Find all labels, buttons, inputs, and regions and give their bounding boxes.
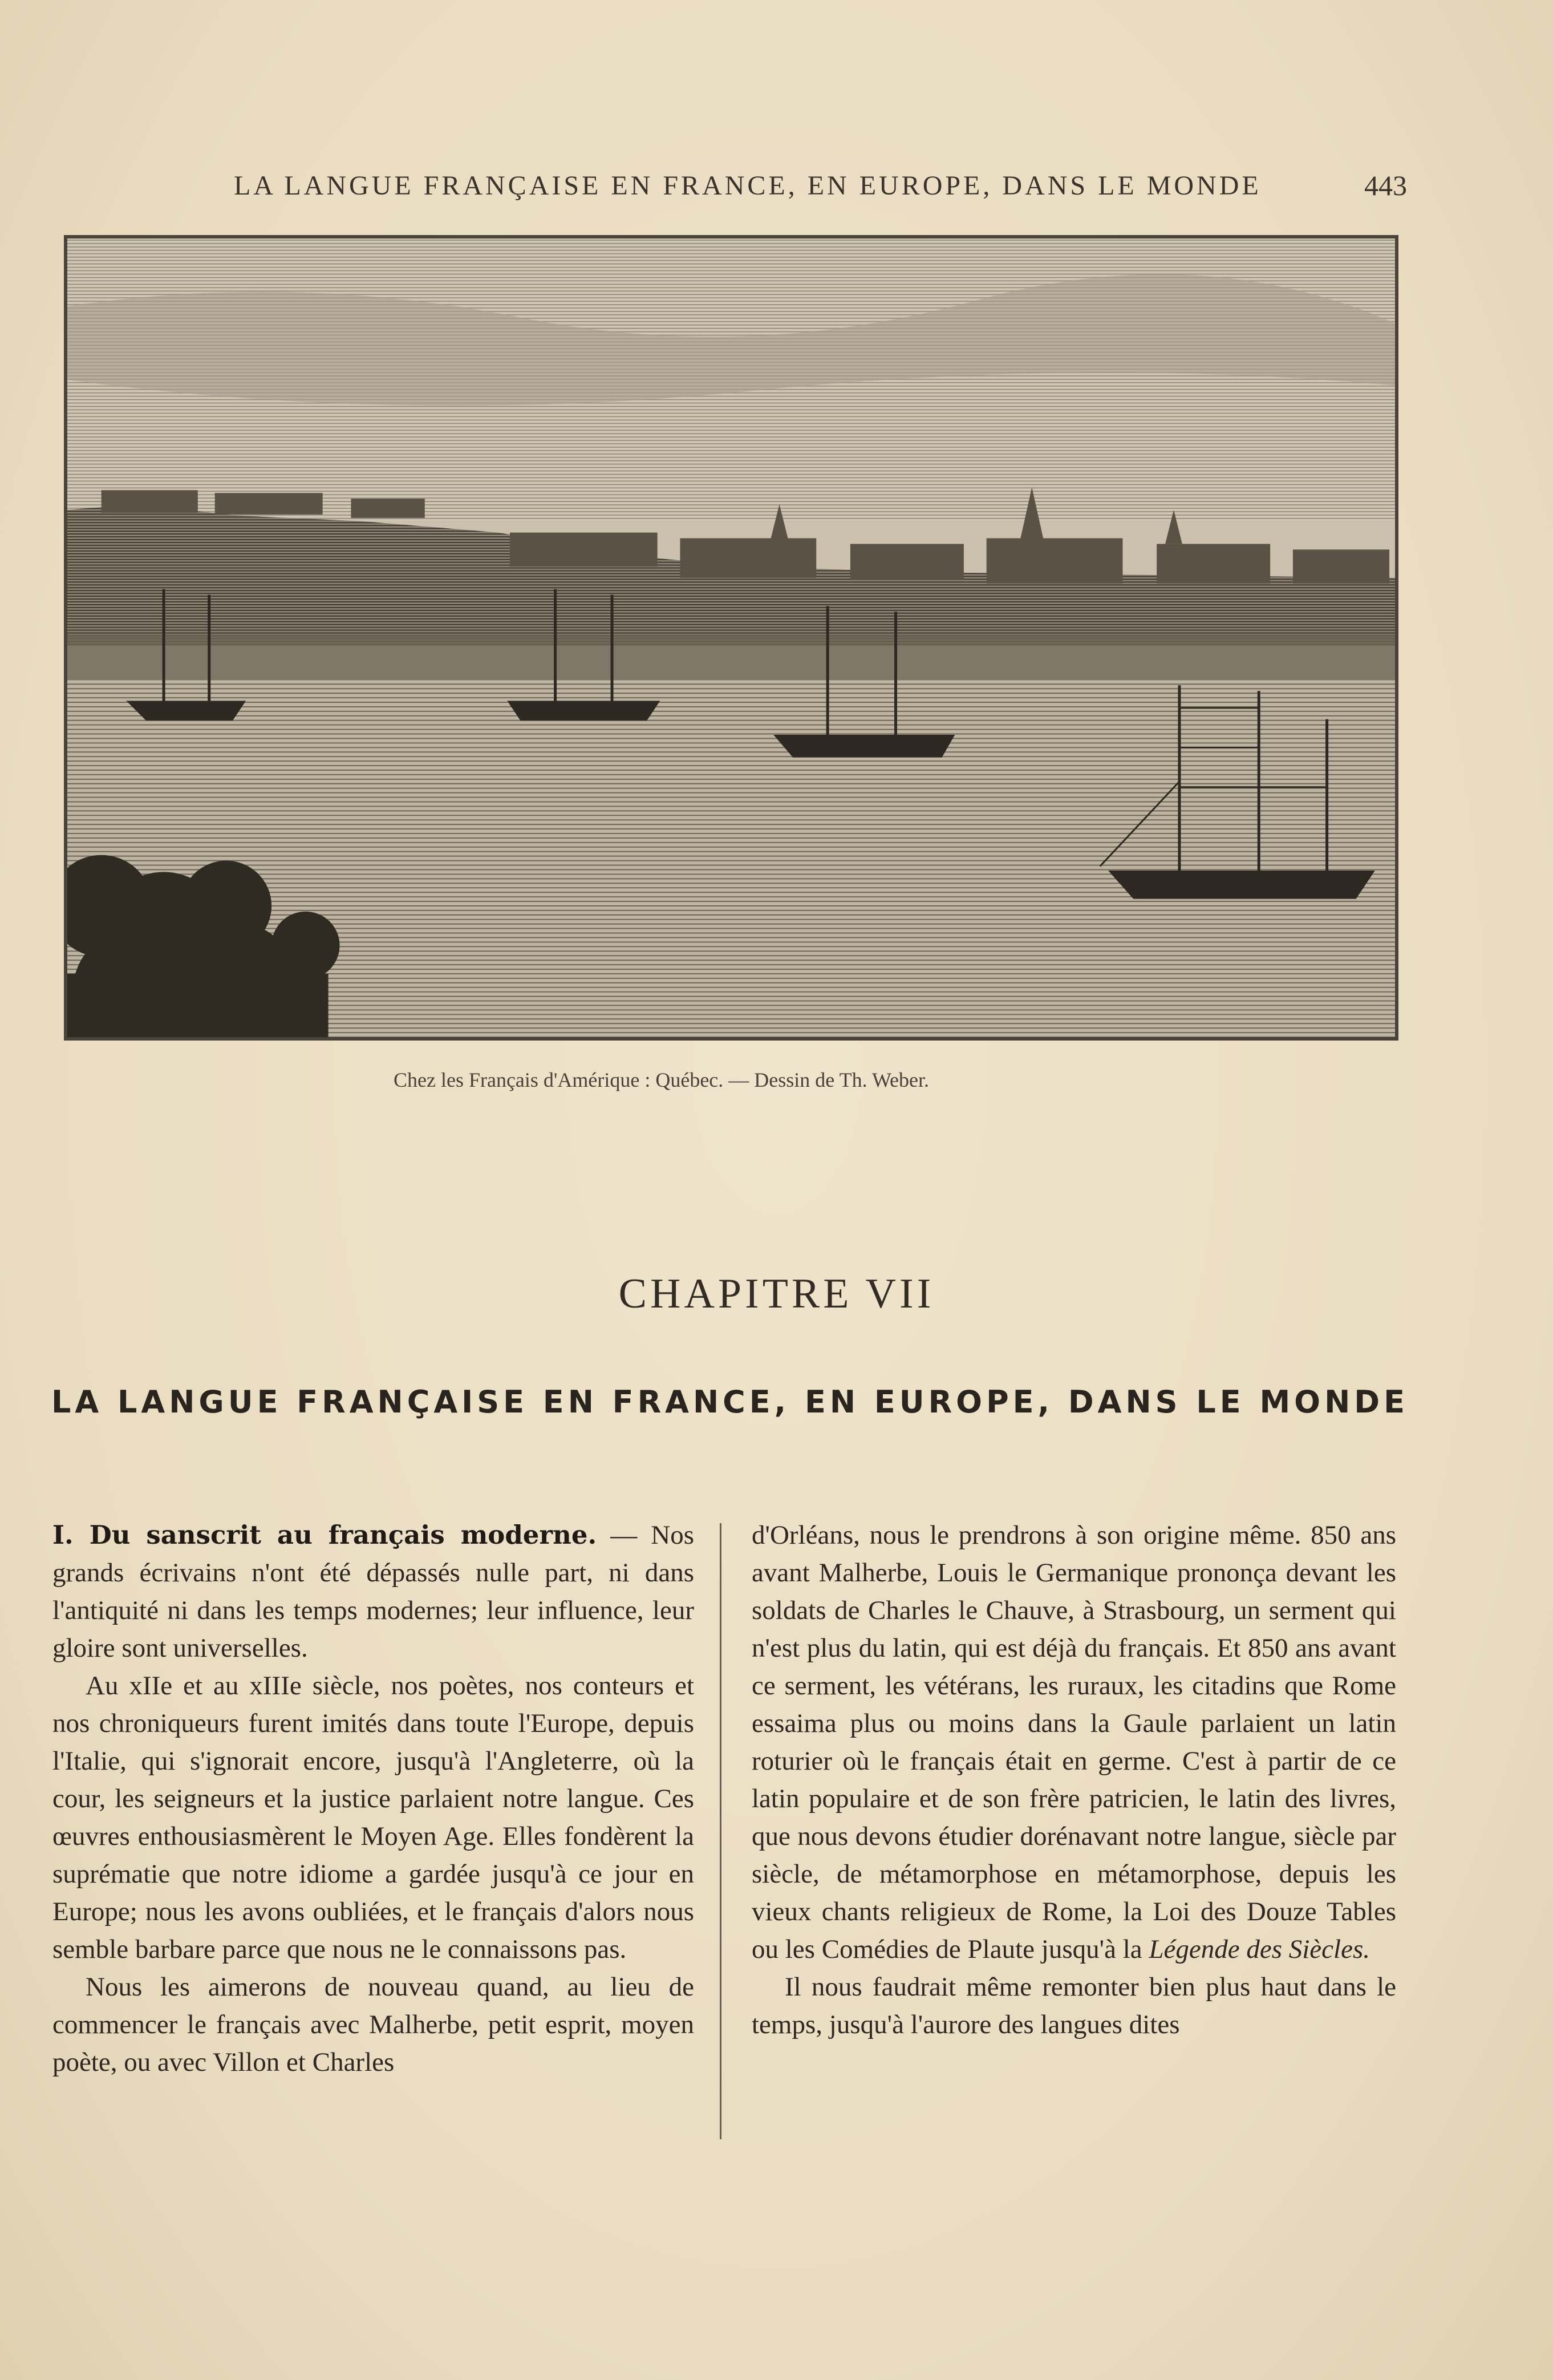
harbour-buildings: [67, 634, 1395, 679]
engraving-illustration: [67, 238, 1395, 1037]
chapter-title: LA LANGUE FRANÇAISE EN FRANCE, EN EUROPE, DANS LE MONDE: [51, 1384, 1409, 1420]
running-head: LA LANGUE FRANÇAISE EN FRANCE, EN EUROPE, DANS LE MONDE: [234, 171, 1262, 201]
chapter-number: CHAPITRE VII: [618, 1270, 935, 1317]
quebec-engraving: [64, 235, 1398, 1041]
paragraph: [52, 1516, 694, 1667]
page-number: 443: [1364, 169, 1407, 201]
column-divider: [720, 1523, 721, 2139]
paragraph-text: d'Orléans, nous le prendrons à son origine même. 850 ans avant Malherbe, Louis le Germanique prononça devant les soldats de Charles le Chauve, à Strasbourg, un serment qui n'est plus du latin, qui est déjà du français. Et 850 ans avant ce serment, les vétérans, les ruraux, les citadins que Rome essaima plus ou moins dans la Gaule parlaient un latin roturier où le français était en germe. C'est à partir de ce latin populaire et de son frère patricien, le latin des livres, que nous devons étudier dorénavant notre langue, siècle par siècle, de métamorphose en métamorphose, depuis les vieux chants religieux de Rome, la Loi des Douze Tables ou les Comédies de Plaute jusqu'à la: [752, 1520, 1396, 1964]
paragraph: [752, 1516, 1396, 1968]
paragraph: Il nous faudrait même remonter bien plus haut dans le temps, jusqu'à l'aurore des langues dites: [752, 1972, 1396, 2039]
paragraph-text: — Nos grands écrivains n'ont été dépassés nulle part, ni dans l'antiquité ni dans les temps modernes; leur influence, leur gloire sont universelles.: [52, 1520, 694, 1663]
text-column-right: [752, 1516, 1396, 2043]
section-heading: I. Du sanscrit au français moderne.: [52, 1520, 597, 1550]
text-column-left: [52, 1516, 694, 2081]
paragraph: Nous les aimerons de nouveau quand, au lieu de commencer le français avec Malherbe, petit esprit, moyen poète, ou avec Villon et Charles: [52, 1972, 694, 2077]
italic-title: Légende des Siècles.: [1149, 1934, 1370, 1964]
paragraph: Au xIIe et au xIIIe siècle, nos poètes, nos conteurs et nos chroniqueurs furent imités dans toute l'Europe, depuis l'Italie, qui s'ignorait encore, jusqu'à l'Angleterre, où la cour, les seigneurs et la justice parlaient notre langue. Ces œuvres enthousiasmèrent le Moyen Age. Elles fondèrent la suprématie que notre idiome a gardée jusqu'à ce jour en Europe; nous les avons oubliées, et le français d'alors nous semble barbare parce que nous ne le connaissons pas.: [52, 1671, 694, 1964]
figure-caption: Chez les Français d'Amérique : Québec. — Dessin de Th. Weber.: [394, 1068, 930, 1091]
